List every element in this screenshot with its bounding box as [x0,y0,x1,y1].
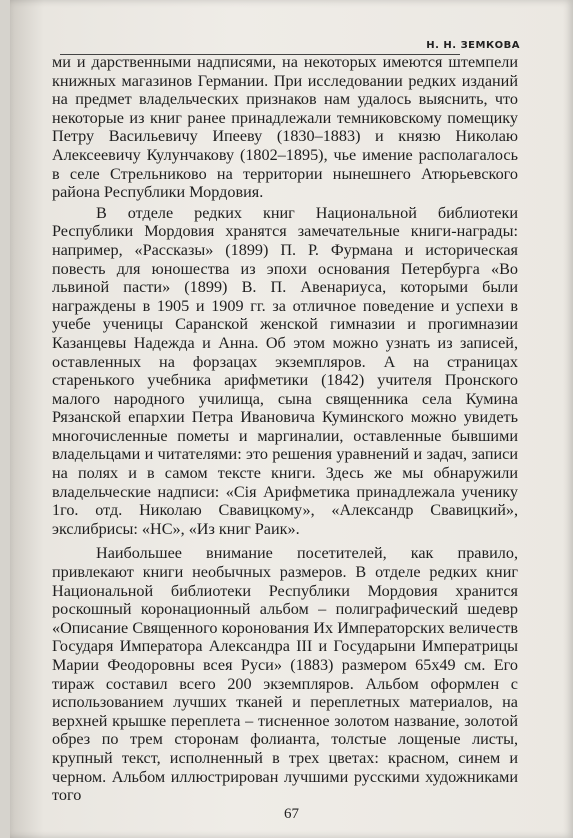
paragraph-award-books: В отделе редких книг Национальной библиотеки Республики Мордовия хранятся замечательные книги-награды: например, «Рассказы» (1899) П. Р. Фурмана и историческая повесть для юношества из эпохи основания Петербурга «Во львиной пасти» (1899) В. П. Авенариуса, которыми были награждены в 1905 и 1909 гг. за отличное поведение и успехи в учебе ученицы Саранской женской гимназии и прогимназии Казанцевы Надежда и Анна. Об этом можно узнать из записей, оставленных на форзацах экземпляров. А на страницах старенького учебника арифметики (1842) учителя Пронского малого народного училища, сына священника села Кумина Рязанской епархии Петра Ивановича Куминского можно увидеть многочисленные пометы и маргиналии, оставленные бывшими владельцами и читателями: это решения уравнений и задач, записи на полях и в самом тексте книги. Здесь же мы обнаружили владельческие надписи: «Сія Арифметика принадлежала ученику 1го. отд. Николаю Свавицкому», «Александр Свавицкий», экслибрисы: «НС», «Из книг Раик». [52,203,518,538]
paragraph-coronation-album: Наибольшее внимание посетителей, как правило, привлекают книги необычных размеров. В отделе редких книг Национальной библиотеки Республики Мордовия хранится роскошный коронационный альбом – полиграфический шедевр «Описание Священного коронования Их Императорских величеств Государя Императора Александра III и Государыни Императрицы Марии Феодоровны всея Руси» (1883) размером 65х49 см. Его тираж составил всего 200 экземпляров. Альбом оформлен с использованием лучших тканей и переплетных материалов, на верхней крышке переплета – тисненное золотом название, золотой обрез по трем сторонам фолианта, толстые лощеные листы, крупный текст, исполненный в трех цветах: красном, синем и черном. Альбом иллюстрирован лучшими русскими художниками того [52,544,518,805]
page-number: 67 [284,806,299,822]
paragraph-continuation: ми и дарственными надписями, на некоторых имеются штемпели книжных магазинов Германии. При исследовании редких изданий на предмет владельческих признаков нам удалось выяснить, что некоторые из книг ранее принадлежали темниковскому помещику Петру Васильевичу Ипееву (1830–1883) и князю Николаю Алексеевичу Кулунчакову (1802–1895), чье имение располагалось в селе Стрельниково на территории нынешнего Атюрьевского района Республики Мордовия. [52,53,518,202]
book-page [10,0,573,838]
body-text [52,53,518,807]
running-head-author: Н. Н. ЗЕМКОВА [426,40,520,51]
